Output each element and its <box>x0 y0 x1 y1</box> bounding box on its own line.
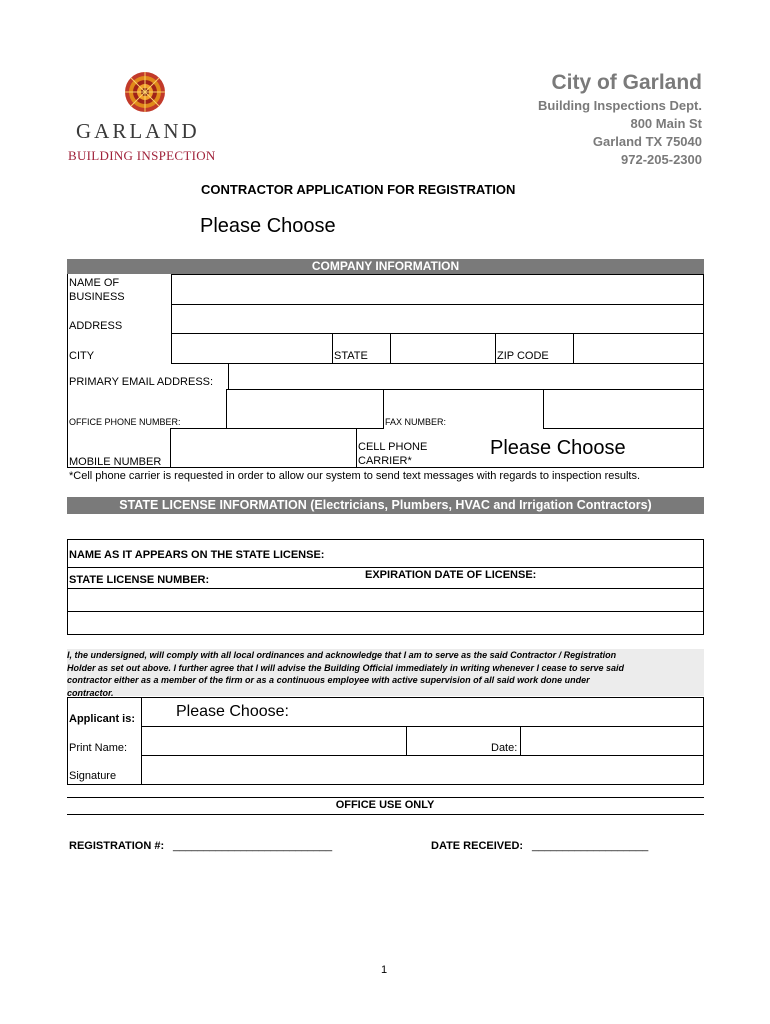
registration-blank[interactable]: __________________________ <box>173 840 333 852</box>
signature-field[interactable] <box>141 755 704 785</box>
email-label: PRIMARY EMAIL ADDRESS: <box>69 376 214 388</box>
applicant-label: Applicant is: <box>69 713 136 725</box>
license-info-header: STATE LICENSE INFORMATION (Electricians, Plumbers, HVAC and Irrigation Contractors) <box>67 497 704 514</box>
fax-field[interactable] <box>543 389 704 429</box>
mobile-field[interactable] <box>170 428 357 468</box>
state-label: STATE <box>334 350 368 362</box>
business-name-field[interactable] <box>171 274 704 305</box>
office-phone-label: OFFICE PHONE NUMBER: <box>69 417 181 427</box>
city-label: CITY <box>69 350 95 362</box>
street-address: 800 Main St <box>630 116 702 131</box>
signature-label: Signature <box>69 770 117 782</box>
address-label: ADDRESS <box>69 320 123 332</box>
expiration-label: EXPIRATION DATE OF LICENSE: <box>365 569 537 581</box>
logo-name: GARLAND <box>76 119 200 143</box>
date-label: Date: <box>491 742 518 754</box>
fax-label: FAX NUMBER: <box>385 417 447 427</box>
dept-name: Building Inspections Dept. <box>538 98 702 113</box>
zip-field[interactable] <box>573 333 704 364</box>
zip-label: ZIP CODE <box>497 350 549 362</box>
phone-number: 972-205-2300 <box>621 152 702 167</box>
license-number-label: STATE LICENSE NUMBER: <box>69 574 210 586</box>
date-received-blank[interactable]: ___________________ <box>532 840 649 852</box>
applicant-select[interactable]: Please Choose: <box>176 703 289 720</box>
logo-subtitle: BUILDING INSPECTION <box>68 148 216 163</box>
registration-label: REGISTRATION #: <box>69 840 165 852</box>
agreement-line-3: contractor either as a member of the firm or as a continuous employee with active supervision of all said work done under <box>67 675 590 685</box>
office-divider-bottom <box>67 814 704 815</box>
form-title: CONTRACTOR APPLICATION FOR REGISTRATION <box>201 182 516 197</box>
print-name-field[interactable] <box>141 726 407 756</box>
garland-flower-logo-icon <box>122 70 168 114</box>
agreement-line-2: Holder as set out above. I further agree that I will advise the Building Official immediately in writing whenever I cease to serve said <box>67 662 624 673</box>
carrier-select[interactable]: Please Choose <box>490 437 626 459</box>
agreement-text <box>67 649 704 696</box>
print-name-label: Print Name: <box>69 742 128 754</box>
license-row-3[interactable] <box>67 611 704 635</box>
carrier-note: *Cell phone carrier is requested in order to allow our system to send text messages with regards to inspection results. <box>69 470 641 482</box>
office-use-header: OFFICE USE ONLY <box>335 799 435 811</box>
agreement-line-1: I, the undersigned, will comply with all local ordinances and acknowledge that I am to serve as the said Contractor / Registration <box>67 650 617 660</box>
mobile-label: MOBILE NUMBER <box>69 456 162 468</box>
page-number: 1 <box>381 964 388 976</box>
date-received-label: DATE RECEIVED: <box>431 840 524 852</box>
business-name-label-1: NAME OF <box>69 277 120 289</box>
address-field[interactable] <box>171 304 704 334</box>
license-name-label: NAME AS IT APPEARS ON THE STATE LICENSE: <box>69 549 325 561</box>
contractor-type-select[interactable]: Please Choose <box>200 215 336 237</box>
license-row-2[interactable] <box>67 588 704 612</box>
business-name-label-2: BUSINESS <box>69 291 125 303</box>
company-info-header: COMPANY INFORMATION <box>67 259 704 274</box>
agreement-line-4: contractor. <box>67 687 114 698</box>
office-phone-field[interactable] <box>226 389 384 429</box>
city-state-zip: Garland TX 75040 <box>592 134 702 149</box>
date-field[interactable] <box>520 726 704 756</box>
carrier-label-2: CARRIER* <box>358 455 412 467</box>
office-divider-top <box>67 797 704 798</box>
state-field[interactable] <box>390 333 496 364</box>
email-field[interactable] <box>228 363 704 390</box>
carrier-label-1: CELL PHONE <box>358 441 428 453</box>
city-field[interactable] <box>171 333 333 364</box>
city-title: City of Garland <box>551 71 702 94</box>
